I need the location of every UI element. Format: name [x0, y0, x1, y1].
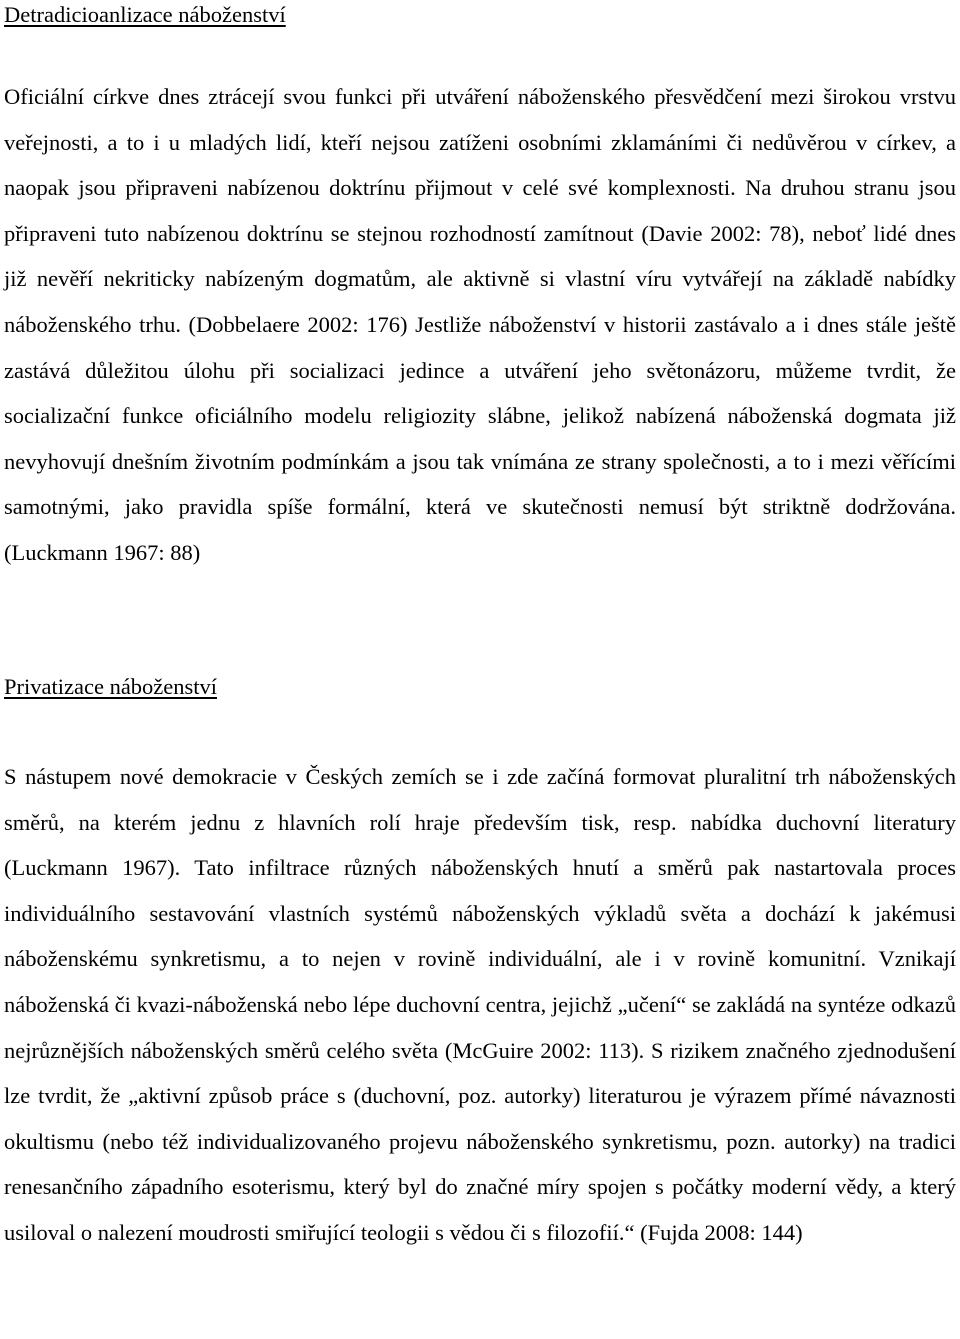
- section-heading: Privatizace náboženství: [4, 674, 218, 699]
- section-paragraph: Oficiální církve dnes ztrácejí svou funkci při utváření náboženského přesvědčení mezi širokou vrstvu veřejnosti, a to i u mladých lidí, kteří nejsou zatíženi osobními zklamáními či nedůvěrou v církev, a naopak jsou připraveni nabízenou doktrínu přijmout v celé své komplexnosti. Na druhou stranu jsou připraveni tuto nabízenou doktrínu se stejnou rozhodností zamítnout (Davie 2002: 78), neboť lidé dnes již nevěří nekriticky nabízeným dogmatům, ale aktivně si vlastní víru vytvářejí na základě nabídky náboženského trhu. (Dobbelaere 2002: 176) Jestliže náboženství v historii zastávalo a i dnes stále ještě zastává důležitou úlohu při socializaci jedince a utváření jeho světonázoru, můžeme tvrdit, že socializační funkce oficiálního modelu religiozity slábne, jelikož nabízená náboženská dogmata již nevyhovují dnešním životním podmínkám a jsou tak vnímána ze strany společnosti, a to i mezi věřícími samotnými, jako pravidla spíše formální, která ve skutečnosti nemusí být striktně dodržována. (Luckmann 1967: 88): [4, 84, 956, 565]
- section-heading: Detradicioanlizace náboženství: [4, 2, 286, 27]
- section-paragraph: S nástupem nové demokracie v Českých zemích se i zde začíná formovat pluralitní trh náboženských směrů, na kterém jednu z hlavních rolí hraje především tisk, resp. nabídka duchovní literatury (Luckmann 1967). Tato infiltrace různých náboženských hnutí a směrů pak nastartovala proces individuálního sestavování vlastních systémů náboženských výkladů světa a dochází k jakémusi náboženskému synkretismu, a to nejen v rovině individuální, ale i v rovině komunitní. Vznikají náboženská či kvazi-náboženská nebo lépe duchovní centra, jejichž „učení“ se zakládá na syntéze odkazů nejrůznějších náboženských směrů celého světa (McGuire 2002: 113). S rizikem značného zjednodušení lze tvrdit, že „aktivní způsob práce s (duchovní, poz. autorky) literaturou je výrazem přímé návaznosti okultismu (nebo též individualizovaného projevu náboženského synkretismu, pozn. autorky) na tradici renesančního západního esoterismu, který byl do značné míry spojen s počátky moderní vědy, a který usiloval o nalezení moudrosti smiřující teologii s vědou či s filozofií.“ (Fujda 2008: 144): [4, 764, 956, 1245]
